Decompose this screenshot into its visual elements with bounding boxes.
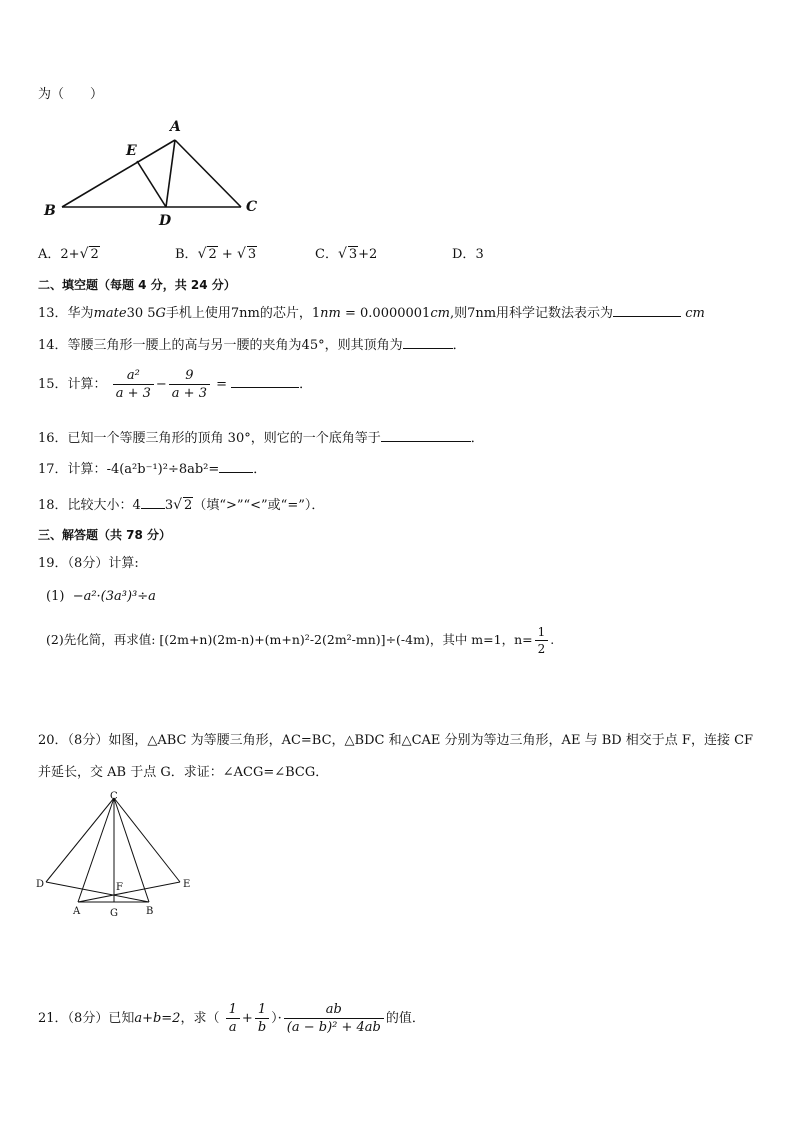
q12-option-b[interactable]: B．√ 2 + √ 3 (175, 246, 257, 262)
q20-geometry-figure (32, 790, 197, 920)
q12-label-c: C (246, 199, 258, 215)
q14-answer-blank[interactable] (403, 336, 453, 349)
q17: 17．计算：-4(a²b⁻¹)²÷8ab²= ． (38, 462, 267, 477)
q12-label-a: A (170, 119, 181, 135)
q16-answer-blank[interactable] (381, 429, 471, 442)
q20-label-d: D (36, 879, 45, 890)
q13-answer-blank[interactable] (613, 304, 681, 317)
q12-option-a[interactable]: A．2+√ 2 (38, 246, 99, 262)
q21: 21．（8分）已知a+b=2，求（ $\frac{1}{a}$ + $\frac{1}{b}$ ）· $\frac{ab}{\text{(a − b)² + 4ab}}$ 的值． (38, 1002, 425, 1035)
q20-line-2: 并延长，交 AB 于点 G．求证：∠ACG=∠BCG． (38, 765, 329, 780)
q20-line-1: 20．（8分）如图，△ABC 为等腰三角形，AC=BC，△BDC 和△CAE 分别为等边三角形，AE 与 BD 相交于点 F，连接 CF (38, 733, 754, 748)
q20-label-g: G (110, 908, 118, 919)
q15-fraction-2: $\frac{9}{a + 3}$ (169, 368, 210, 401)
q12-label-e: E (126, 143, 137, 159)
q12-label-d: D (159, 213, 172, 227)
q19-part-2: (2)先化简，再求值: [(2m+n)(2m-n)+(m+n)²-2(2m²-mn)]÷(-4m)，其中 m=1，n= $\frac{1}{2}$ . (46, 625, 555, 656)
section-2-heading: 二、填空题（每题 4 分，共 24 分） (38, 278, 236, 292)
q12-option-d[interactable]: D．3 (452, 247, 484, 262)
q19-heading: 19．（8分）计算: (38, 556, 139, 571)
q15-fraction-1: $\frac{\text{a²}}{a + 3}$ (113, 368, 154, 401)
q12-triangle-figure (38, 115, 268, 227)
q20-label-e: E (183, 879, 191, 890)
q15: 15．计算： $\frac{\text{a²}}{a + 3}$ − $\frac{9}{a + 3}$ = ． (38, 368, 313, 401)
q12-option-c[interactable]: C．√ 3+2 (315, 246, 378, 262)
q20-label-b: B (146, 906, 154, 917)
q15-answer-blank[interactable] (231, 375, 299, 388)
q12-label-b: B (44, 203, 56, 219)
q20-label-f: F (116, 882, 123, 893)
q17-answer-blank[interactable] (219, 460, 253, 473)
q18-answer-blank[interactable] (141, 496, 165, 509)
q14: 14．等腰三角形一腰上的高与另一腰的夹角为45°，则其顶角为 ． (38, 338, 466, 353)
q19-part-1: (1) −a²·(3a³)³÷a (46, 589, 156, 604)
q20-label-c: C (110, 791, 118, 802)
q20-label-a: A (73, 906, 81, 917)
q16: 16．已知一个等腰三角形的顶角 30°，则它的一个底角等于 ． (38, 431, 484, 446)
q13: 13．华为mate30 5G手机上使用7nm的芯片，1nm = 0.0000001cm,则7nm用科学记数法表示为 cm (38, 306, 705, 321)
q12-stem-tail: 为（ ） (38, 87, 104, 102)
section-3-heading: 三、解答题（共 78 分） (38, 528, 172, 542)
q18: 18．比较大小：4 3√ 2（填“>”“<”或“=”）． (38, 497, 325, 513)
